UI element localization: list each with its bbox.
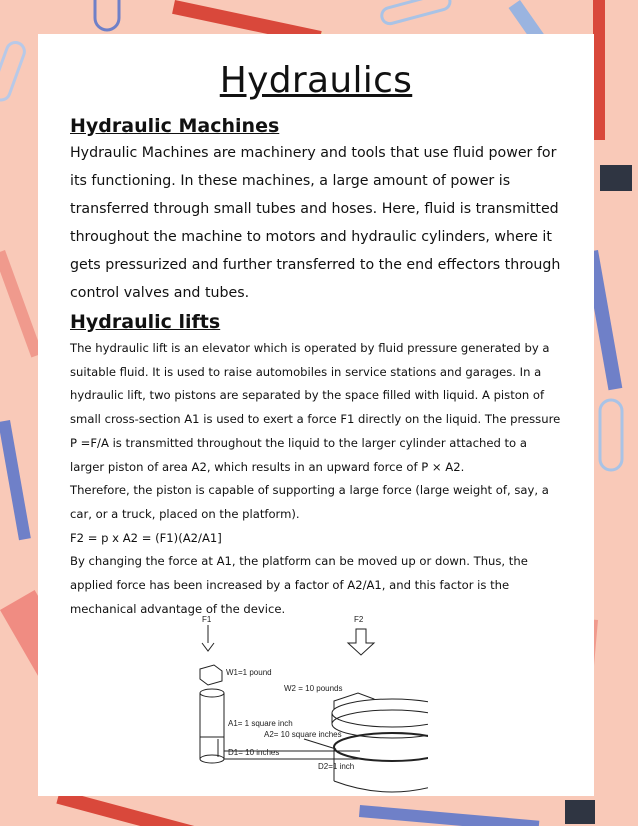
section-heading: Hydraulic Machines bbox=[70, 115, 280, 137]
f1-label: F1 bbox=[202, 615, 212, 624]
binder-clip-icon bbox=[565, 800, 595, 824]
paperclip-icon bbox=[95, 0, 119, 30]
section-paragraph: By changing the force at A1, the platform can be moved up or down. Thus, the applied force has been increased by a factor of A2/A1, and this factor is the mechanical advantage of the device. bbox=[70, 554, 528, 616]
w2-label: W2 = 10 pounds bbox=[284, 684, 343, 693]
formula-text: F2 = p x A2 = (F1)(A2/A1] bbox=[70, 530, 222, 545]
paperclip-icon bbox=[380, 0, 452, 25]
paperclip-icon bbox=[0, 40, 27, 103]
page-title: Hydraulics bbox=[219, 60, 413, 101]
w1-label: W1=1 pound bbox=[226, 668, 272, 677]
binder-clip-icon bbox=[600, 165, 632, 191]
pen-icon bbox=[0, 420, 31, 540]
document-page bbox=[38, 34, 594, 796]
paperclip-icon bbox=[600, 400, 622, 470]
section-paragraph: Hydraulic Machines are machinery and tools that use fluid power for its functioning. In these machines, a large amount of power is transferred through small tubes and hoses. Here, fluid is transmitted throughout the machine to motors and hydraulic cylinders, where it gets pressurized and further transferred to the end effectors through control valves and tubes. bbox=[70, 145, 561, 301]
pencil-icon bbox=[0, 250, 43, 357]
section-heading: Hydraulic lifts bbox=[70, 311, 221, 333]
d2-label: D2=1 inch bbox=[318, 762, 355, 771]
a2-label: A2= 10 square inches bbox=[264, 730, 342, 739]
f2-label: F2 bbox=[354, 615, 364, 624]
pen-icon bbox=[359, 805, 539, 826]
section-paragraph: The hydraulic lift is an elevator which is operated by fluid pressure generated by a suitable fluid. It is used to raise automobiles in service stations and garages. In a hydraulic lift, two pistons are separated by the space filled with liquid. A piston of small cross-section A1 is used to exert a force F1 directly on the liquid. The pressure P =F/A is transmitted throughout the liquid to the larger cylinder attached to a larger piston of area A2, which results in an upward force of P × A2. bbox=[70, 341, 561, 474]
a1-label: A1= 1 square inch bbox=[228, 719, 293, 728]
pencil-icon bbox=[593, 0, 605, 140]
d1-label: D1= 10 inches bbox=[228, 748, 280, 757]
hydraulic-lift-diagram bbox=[188, 609, 428, 794]
section-paragraph: Therefore, the piston is capable of supporting a large force (large weight of, say, a car, or a truck, placed on the platform). bbox=[70, 483, 549, 521]
